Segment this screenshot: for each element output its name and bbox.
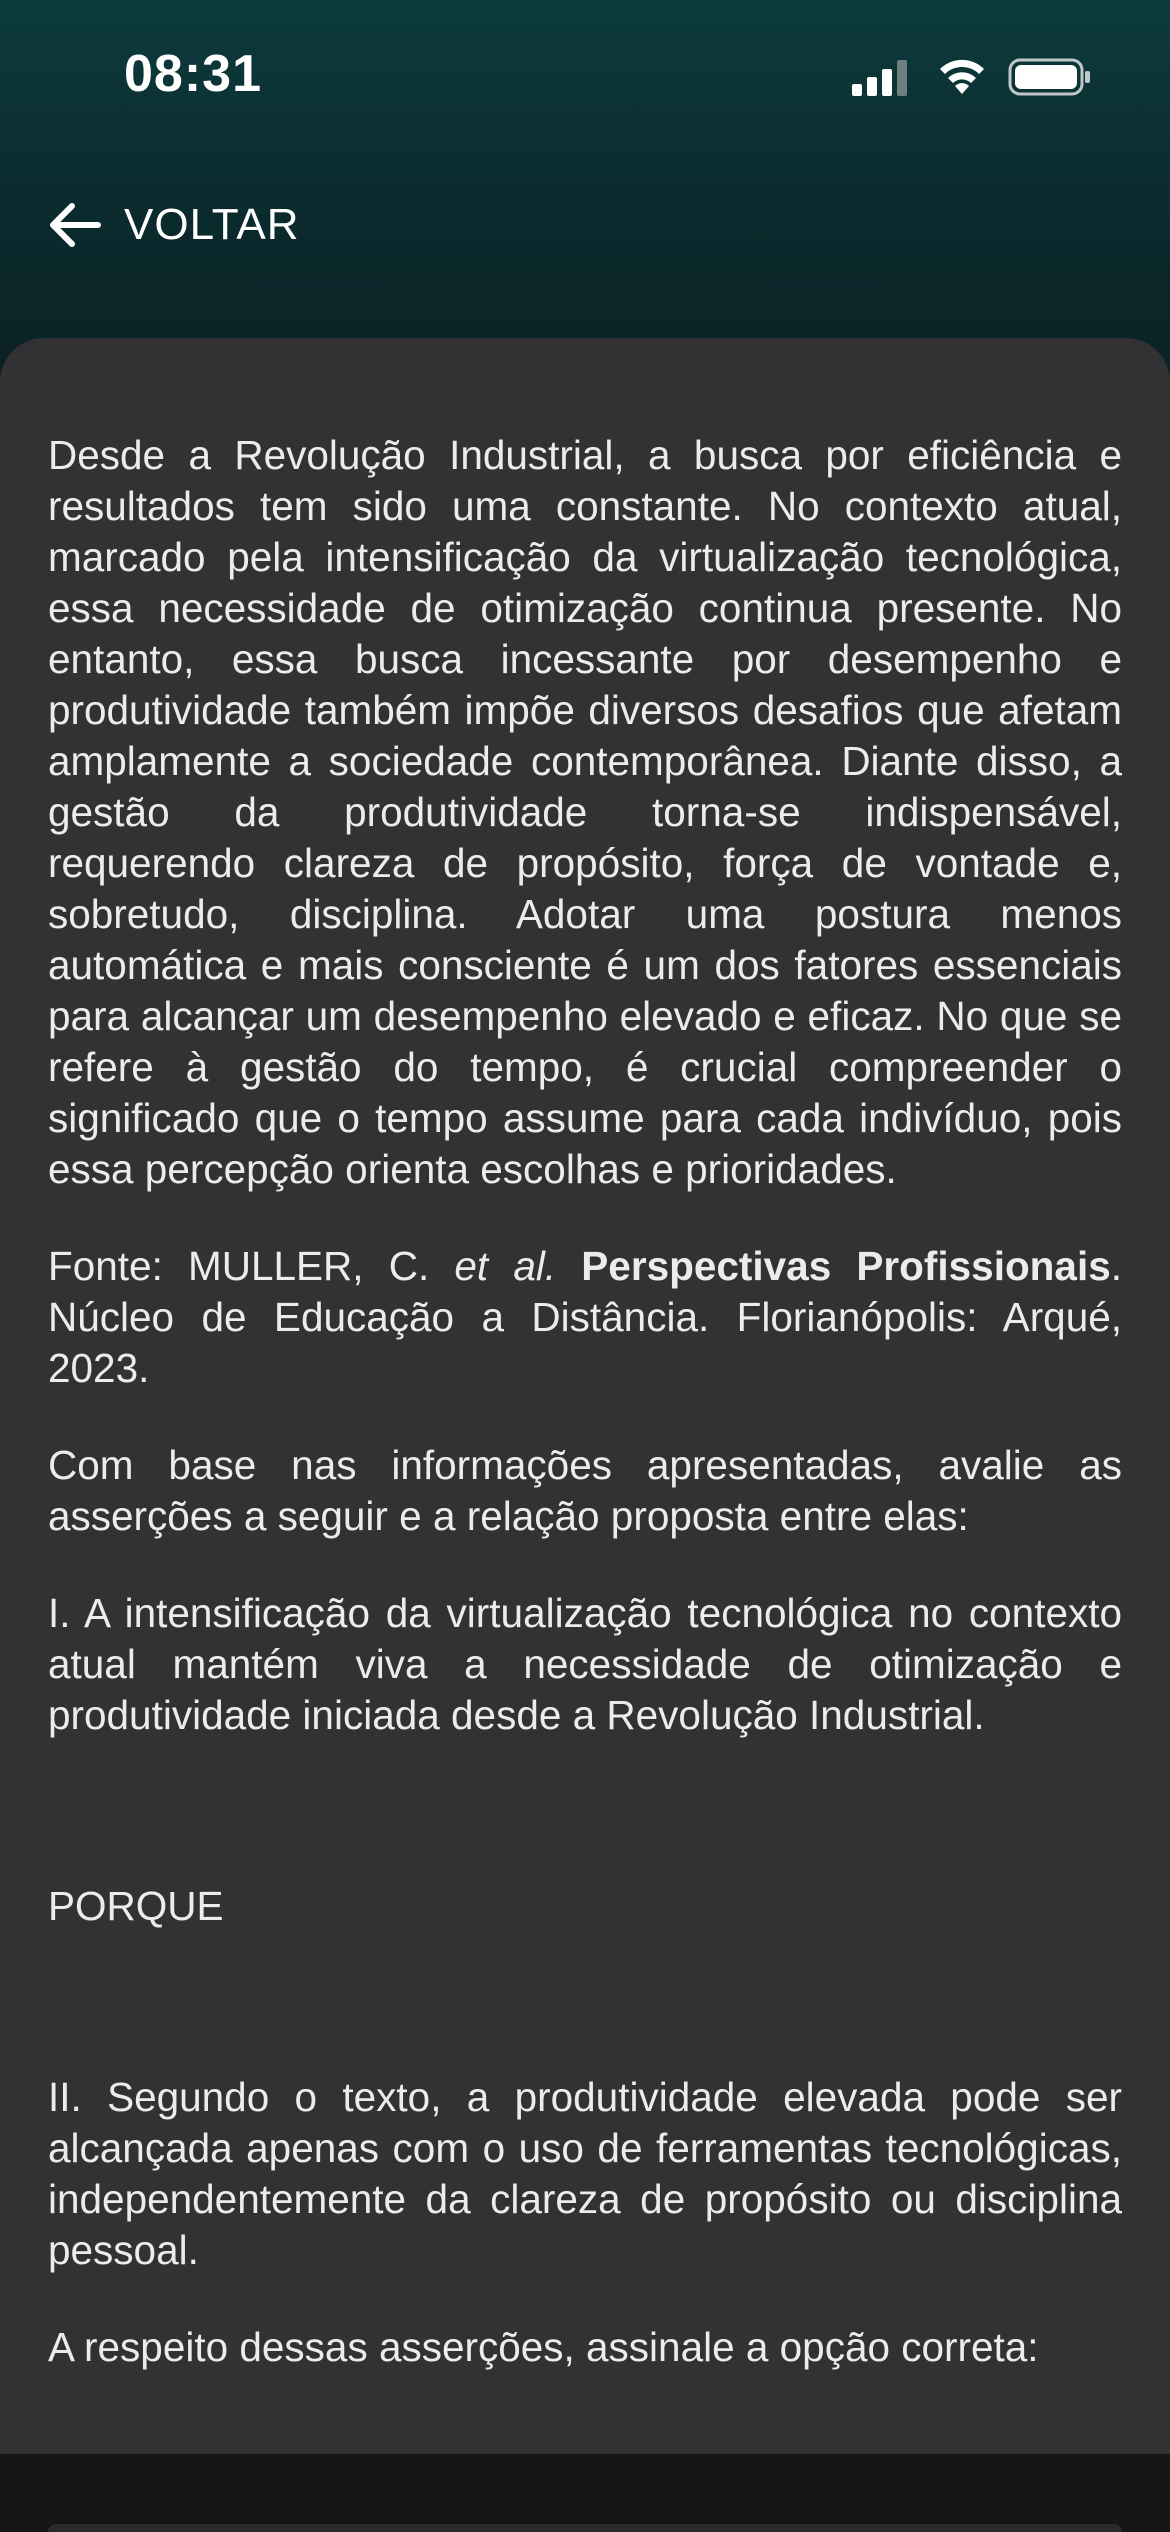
back-button[interactable] [44, 190, 300, 260]
source-space [556, 1243, 581, 1289]
back-label: VOLTAR [124, 200, 300, 249]
question-card [0, 338, 1170, 2458]
cellular-signal-icon [852, 60, 912, 96]
arrow-left-icon [44, 195, 104, 255]
battery-icon [1008, 58, 1092, 96]
connector-porque: PORQUE [48, 1883, 224, 1929]
source-citation [48, 1241, 1122, 1394]
intro-paragraph: Desde a Revolução Industrial, a busca por eficiência e resultados tem sido uma constante. No contexto atual, marcado pela intensificação da virtualização tecnológica, essa necessidade de otimização continua presente. No entanto, essa busca incessante por desempenho e produtividade também impõe diversos desafios que afetam amplamente a sociedade contemporânea. Diante disso, a gestão da produtividade torna-se indispensável, requerendo clareza de propósito, força de vontade e, sobretudo, disciplina. Adotar uma postura menos automática e mais consciente é um dos fatores essenciais para alcançar um desempenho elevado e eficaz. No que se refere à gestão do tempo, é crucial compreender o significado que o tempo assume para cada indivíduo, pois essa percepção orienta escolhas e prioridades. [48, 432, 1122, 1192]
assertion-two: II. Segundo o texto, a produtividade elevada pode ser alcançada apenas com o uso de ferramentas tecnológicas, independentemente da clareza de propósito ou disciplina pessoal. [48, 2074, 1122, 2273]
wifi-icon [936, 56, 988, 96]
bottom-bar [0, 2454, 1170, 2532]
source-suffix: . Núcleo de Educação a Distância. Florianópolis: Arqué, 2023. [48, 1243, 1122, 1391]
assertions-prompt: Com base nas informações apresentadas, avalie as asserções a seguir e a relação proposta entre elas: [48, 1442, 1122, 1539]
source-title: Perspectivas Profissionais [581, 1243, 1111, 1289]
status-time: 08:31 [124, 45, 262, 103]
answer-panel-edge [48, 2524, 1122, 2532]
status-bar [0, 0, 1170, 150]
assertion-one: I. A intensificação da virtualização tecnológica no contexto atual mantém viva a necessidade de otimização e produtividade iniciada desde a Revolução Industrial. [48, 1590, 1122, 1738]
source-etal: et al. [454, 1243, 557, 1289]
source-prefix: Fonte: MULLER, C. [48, 1243, 455, 1289]
question-statement: A respeito dessas asserções, assinale a opção correta: [48, 2324, 1039, 2370]
